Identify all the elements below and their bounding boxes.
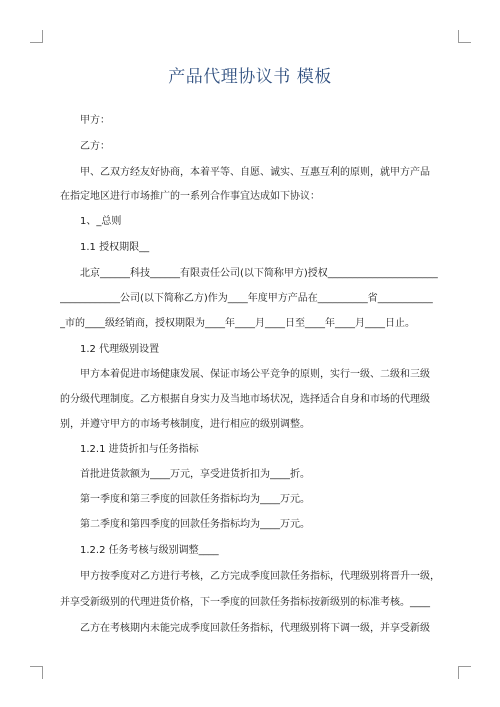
crop-mark-top-right	[458, 30, 471, 43]
section-heading: 1.2 代理级别设置	[80, 344, 160, 355]
paragraph-line: _市的____级经销商，授权期限为____年____月____日至____年____月____日止。	[60, 318, 415, 329]
crop-mark-bottom-left	[30, 666, 43, 679]
document-title: 产品代理协议书 模板	[168, 67, 332, 87]
party-b-line: 乙方：	[80, 141, 110, 152]
paragraph-line: 首批进货款额为____万元，享受进货折扣为____折。	[80, 469, 310, 480]
paragraph-line: ____________公司(以下简称乙方)作为____年度甲方产品在__________省___________	[60, 293, 433, 304]
section-heading: 1.2.1 进货折扣与任务指标	[80, 444, 199, 455]
paragraph-line: 别，并遵守甲方的市场考核制度，进行相应的级别调整。	[60, 419, 310, 430]
paragraph-line: 乙方在考核期内未能完成季度回款任务指标，代理级别将下调一级，并享受新级	[80, 623, 430, 634]
paragraph-line: 甲方本着促进市场健康发展、保证市场公平竞争的原则，实行一级、二级和三级	[80, 369, 430, 380]
paragraph-line: 的分级代理制度。乙方根据自身实力及当地市场状况，选择适合自身和市场的代理级	[60, 394, 430, 405]
crop-mark-top-left	[30, 30, 43, 43]
paragraph-line: 甲方按季度对乙方进行考核，乙方完成季度回款任务指标，代理级别将晋升一级，	[80, 571, 440, 582]
section-heading: 1.2.2 任务考核与级别调整____	[80, 545, 219, 556]
paragraph-line: 第一季度和第三季度的回款任务指标均为____万元。	[80, 494, 310, 505]
party-a-line: 甲方：	[80, 115, 110, 126]
paragraph-line: 并享受新级别的代理进货价格，下一季度的回款任务指标按新级别的标准考核。____	[60, 597, 430, 608]
section-heading: 1.1 授权期限__	[80, 242, 150, 253]
crop-mark-bottom-right	[458, 666, 471, 679]
paragraph-line: 在指定地区进行市场推广的一系列合作事宜达成如下协议：	[60, 191, 320, 202]
paragraph-line: 北京______科技______有限责任公司(以下简称甲方)授权______________________	[80, 268, 438, 279]
paragraph-line: 第二季度和第四季度的回款任务指标均为____万元。	[80, 519, 310, 530]
section-heading: 1、_总则	[80, 216, 122, 227]
paragraph-line: 甲、乙双方经友好协商，本着平等、自愿、诚实、互惠互利的原则，就甲方产品	[80, 167, 430, 178]
